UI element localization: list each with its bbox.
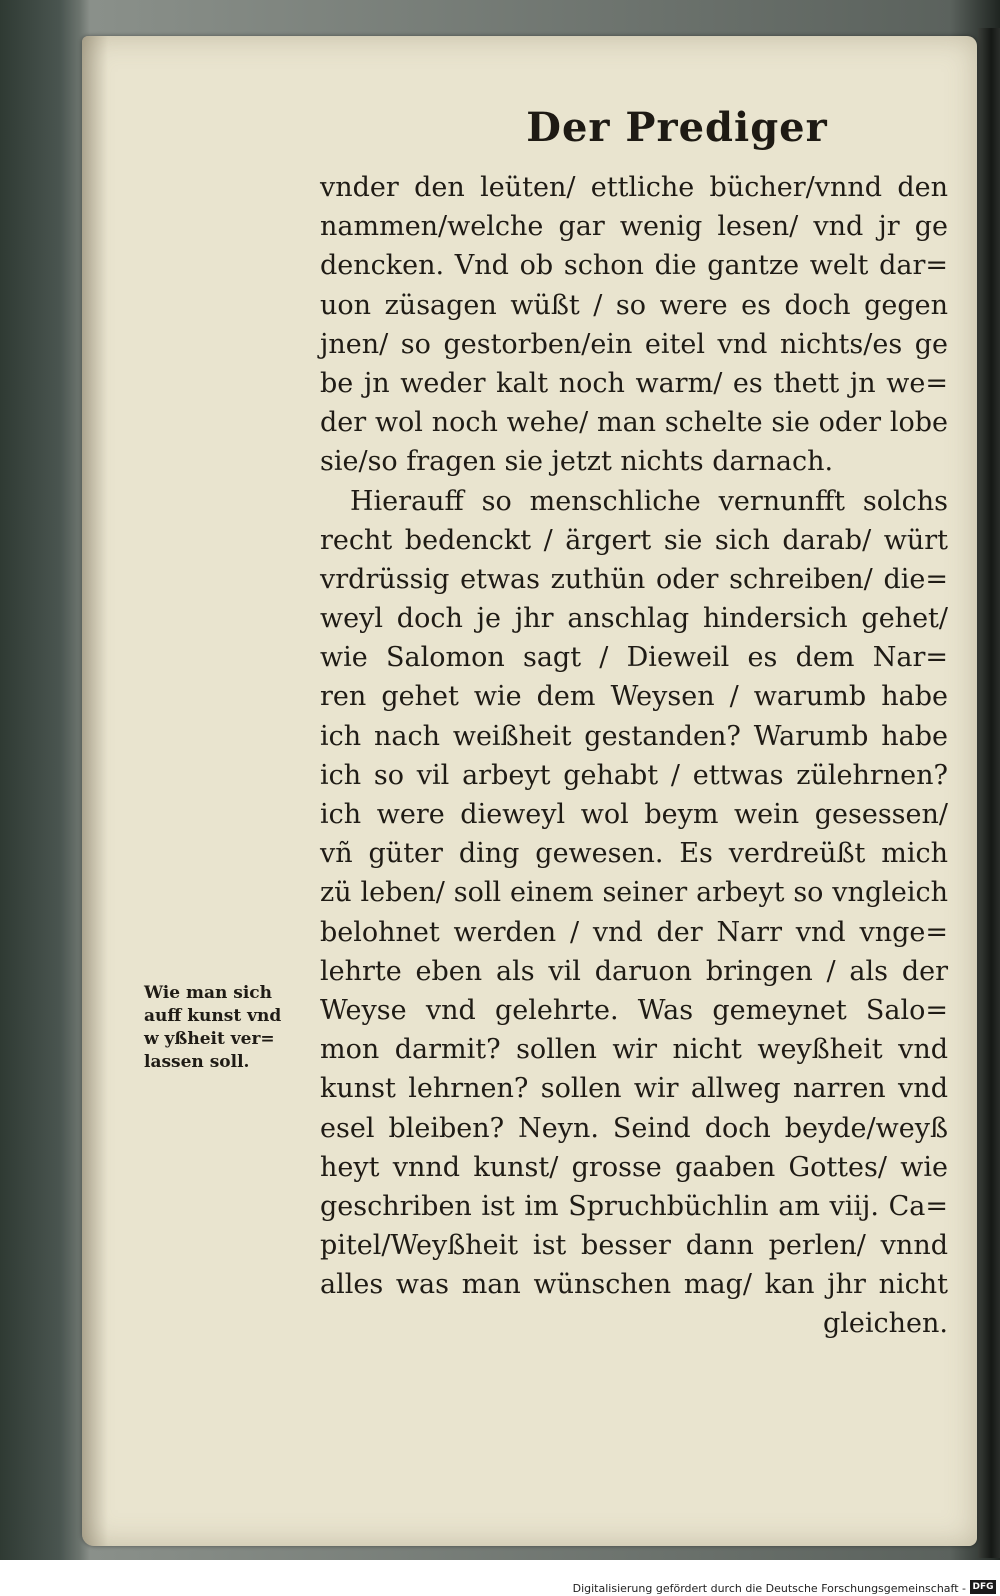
text-line: vnder den leüten/ ettliche bücher/vnnd den <box>320 172 948 203</box>
text-line: recht bedenckt / ärgert sie sich darab/ würt <box>320 524 948 556</box>
margin-note-line: lassen soll. <box>144 1052 250 1072</box>
book-edge <box>978 28 1000 1558</box>
text-line: ich nach weißheit gestanden? Warumb habe <box>320 720 948 752</box>
text-line: zü leben/ soll einem seiner arbeyt so vngleich <box>320 877 948 909</box>
text-line: jnen/ so gestorben/ein eitel vnd nichts/es ge <box>320 328 948 360</box>
text-line: ich were dieweyl wol beym wein gesessen/ <box>320 799 948 830</box>
text-line: alles was man wünschen mag/ kan jhr nicht <box>320 1269 948 1301</box>
text-line: vñ güter ding gewesen. Es verdreüßt mich <box>320 838 948 870</box>
margin-note-line: Wie man sich <box>144 983 273 1003</box>
text-line: gleichen. <box>823 1308 948 1340</box>
text-line: mon darmit? sollen wir nicht weyßheit vnd <box>320 1034 948 1066</box>
text-line: uon züsagen wüßt / so were es doch gegen <box>320 289 948 321</box>
dfg-logo: DFG <box>970 1580 996 1594</box>
text-line: kunst lehrnen? sollen wir allweg narren vnd <box>320 1073 948 1105</box>
text-line: weyl doch je jhr anschlag hindersich gehet/ <box>320 603 948 635</box>
margin-note-line: w yßheit ver= <box>144 1029 275 1049</box>
text-line: ich so vil arbeyt gehabt / ettwas zülehrnen? <box>320 759 948 791</box>
body-text <box>320 168 948 1344</box>
text-line: der wol noch wehe/ man schelte sie oder lobe <box>320 407 948 439</box>
text-line: dencken. Vnd ob schon die gantze welt dar= <box>320 250 948 282</box>
funding-credit: Digitalisierung gefördert durch die Deutsche Forschungsgemeinschaft - <box>572 1582 966 1595</box>
running-head: Der Prediger <box>526 104 828 151</box>
text-line: ren gehet wie dem Weysen / warumb habe <box>320 681 948 713</box>
margin-note-line: auff kunst vnd <box>144 1006 282 1026</box>
text-line: geschriben ist im Spruchbüchlin am viij. Ca= <box>320 1190 948 1222</box>
text-line: nammen/welche gar wenig lesen/ vnd jr ge <box>320 211 948 243</box>
text-line: vrdrüssig etwas zuthün oder schreiben/ die= <box>320 563 948 595</box>
text-line: belohnet werden / vnd der Narr vnd vnge= <box>320 916 948 948</box>
text-line: wie Salomon sagt / Dieweil es dem Nar= <box>320 642 948 674</box>
text-line: be jn weder kalt noch warm/ es thett jn we= <box>320 367 948 399</box>
text-line: Hierauff so menschliche vernunfft solchs <box>350 485 948 517</box>
margin-note <box>144 982 314 1074</box>
text-line: sie/so fragen sie jetzt nichts darnach. <box>320 446 834 478</box>
text-line: heyt vnnd kunst/ grosse gaaben Gottes/ wie <box>320 1151 948 1183</box>
text-line: Weyse vnd gelehrte. Was gemeynet Salo= <box>320 994 948 1026</box>
book-page <box>82 36 977 1546</box>
text-line: pitel/Weyßheit ist besser dann perlen/ vnnd <box>320 1230 948 1262</box>
text-line: lehrte eben als vil daruon bringen / als der <box>320 955 948 987</box>
gutter-shadow <box>82 36 108 1546</box>
text-line: esel bleiben? Neyn. Seind doch beyde/weyß <box>320 1112 948 1144</box>
